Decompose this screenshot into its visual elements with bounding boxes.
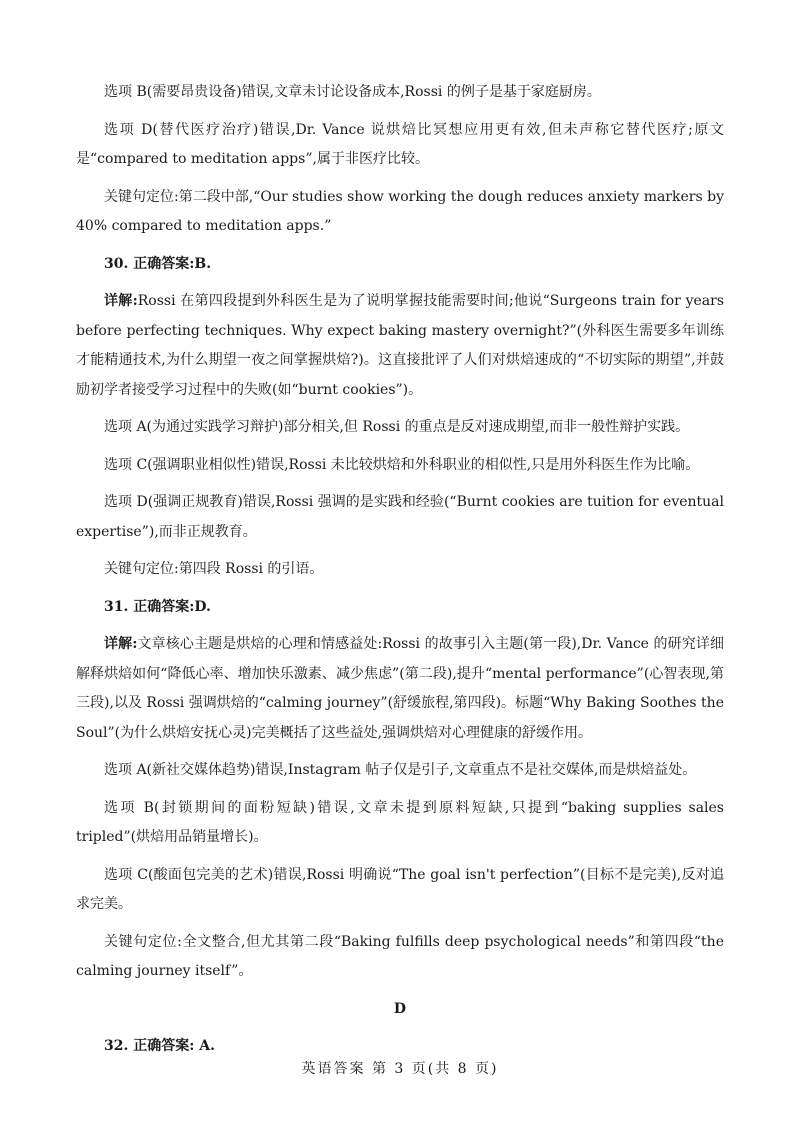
question-30-detail — [76, 287, 724, 405]
question-30-heading: 30. 正确答案:B. — [104, 255, 212, 272]
key-sentence: 关键句定位:第二段中部,“Our studies show working the dough reduces anxiety markers by 40% compared to meditation apps.” — [76, 188, 724, 234]
key-sentence: 关键句定位:全文整合,但尤其第二段“Baking fulfills deep psychological needs”和第四段“the calming journey itself”。 — [76, 933, 724, 979]
answer-page — [76, 78, 724, 1070]
key-sentence: 关键句定位:第四段 Rossi 的引语。 — [104, 561, 324, 577]
detail-label: 详解: — [104, 636, 138, 652]
question-31-detail — [76, 630, 724, 748]
page-footer: 英语答案 第 3 页(共 8 页) — [301, 1061, 499, 1077]
option-b-analysis: 选项 B(封锁期间的面粉短缺)错误,文章未提到原料短缺,只提到“baking supplies sales tripled”(烘焙用品销量增长)。 — [76, 799, 724, 845]
paragraph: 选项 B(需要昂贵设备)错误,文章未讨论设备成本,Rossi 的例子是基于家庭厨房。 — [104, 84, 601, 100]
section-heading: D — [393, 1000, 407, 1017]
option-a-analysis: 选项 A(新社交媒体趋势)错误,Instagram 帖子仅是引子,文章重点不是社交媒体,而是烘焙益处。 — [104, 762, 697, 778]
question-32-heading: 32. 正确答案: A. — [104, 1038, 216, 1054]
option-d-analysis: 选项 D(强调正规教育)错误,Rossi 强调的是实践和经验(“Burnt cookies are tuition for eventual expertise”),而非正规教育。 — [76, 494, 724, 540]
paragraph: 选项 D(替代医疗治疗)错误,Dr. Vance 说烘焙比冥想应用更有效,但未声称它替代医疗;原文是“compared to meditation apps”,属于非医疗比较。 — [76, 121, 724, 167]
detail-text: Rossi 在第四段提到外科医生是为了说明掌握技能需要时间;他说“Surgeons train for years before perfecting techniques. Why expect baking mastery overnight?”(外科医生需要多年训练才能精通技术,为什么期望一夜之间掌握烘焙?)。这直接批评了人们对烘焙速成的“不切实际的期望”,并鼓励初学者接受学习过程中的失败(如“burnt cookies”)。 — [76, 293, 724, 398]
detail-text: 文章核心主题是烘焙的心理和情感益处:Rossi 的故事引入主题(第一段),Dr. Vance 的研究详细解释烘焙如何“降低心率、增加快乐激素、减少焦虑”(第二段),提升“mental performance”(心智表现,第三段),以及 Rossi 强调烘焙的“calming journey”(舒缓旅程,第四段)。标题“Why Baking Soothes the Soul”(为什么烘焙安抚心灵)完美概括了这些益处,强调烘焙对心理健康的舒缓作用。 — [76, 636, 724, 741]
question-31-heading: 31. 正确答案:D. — [104, 598, 211, 615]
option-c-analysis: 选项 C(酸面包完美的艺术)错误,Rossi 明确说“The goal isn't perfection”(目标不是完美),反对追求完美。 — [76, 866, 724, 912]
detail-label: 详解: — [104, 293, 138, 309]
option-a-analysis: 选项 A(为通过实践学习辩护)部分相关,但 Rossi 的重点是反对速成期望,而非一般性辩护实践。 — [104, 419, 690, 435]
option-c-analysis: 选项 C(强调职业相似性)错误,Rossi 未比较烘焙和外科职业的相似性,只是用外科医生作为比喻。 — [104, 456, 700, 473]
